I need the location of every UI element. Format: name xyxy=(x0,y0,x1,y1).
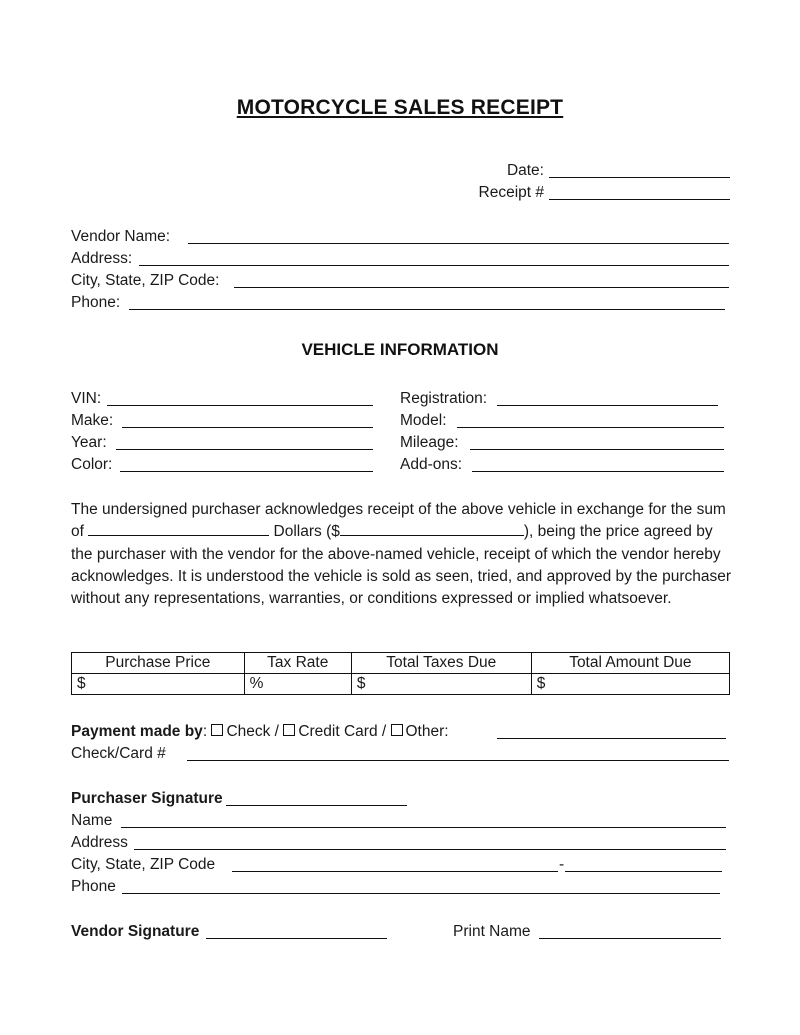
tax-rate-cell[interactable]: % xyxy=(244,674,351,695)
sum-words-field[interactable] xyxy=(88,521,269,536)
date-label: Date: xyxy=(506,162,544,179)
purchaser-signature-label: Purchaser Signature xyxy=(71,790,223,807)
year-label: Year: xyxy=(71,434,107,451)
total-taxes-cell[interactable]: $ xyxy=(351,674,531,695)
addons-field[interactable] xyxy=(472,471,724,472)
purchaser-name-field[interactable] xyxy=(121,827,726,828)
vendor-signature-label: Vendor Signature xyxy=(71,923,200,940)
vendor-city-field[interactable] xyxy=(234,287,729,288)
color-field[interactable] xyxy=(120,471,373,472)
paragraph-text-2: Dollars ($ xyxy=(269,523,340,541)
total-amount-header: Total Amount Due xyxy=(531,653,729,674)
zip-dash: - xyxy=(559,856,565,873)
payment-row xyxy=(71,723,449,741)
total-taxes-header: Total Taxes Due xyxy=(351,653,531,674)
card-number-label: Check/Card # xyxy=(71,745,166,762)
date-field[interactable] xyxy=(549,177,730,178)
card-number-field[interactable] xyxy=(187,760,729,761)
vendor-phone-field[interactable] xyxy=(129,309,725,310)
vehicle-section-title: VEHICLE INFORMATION xyxy=(301,340,499,359)
color-label: Color: xyxy=(71,456,113,473)
table-header-row xyxy=(72,653,730,674)
paragraph-text-3: ), being the price agreed by the purchaser with the vendor for the above-named vehicle, receipt of which the vendor hereby acknowledges. It is understood the vehicle is sold as seen, tried, and approved by the purchaser without any representations, warranties, or conditions expressed or implied whatsoever. xyxy=(71,523,732,608)
print-name-label: Print Name xyxy=(453,923,531,940)
table-row xyxy=(72,674,730,695)
purchaser-city-label: City, State, ZIP Code xyxy=(71,856,216,873)
purchaser-address-label: Address xyxy=(71,834,128,851)
vendor-city-label: City, State, ZIP Code: xyxy=(71,272,220,289)
purchaser-city-field[interactable] xyxy=(232,871,558,872)
other-payment-field[interactable] xyxy=(497,738,726,739)
purchase-price-header: Purchase Price xyxy=(72,653,245,674)
document-title: MOTORCYCLE SALES RECEIPT xyxy=(236,96,564,119)
vendor-address-field[interactable] xyxy=(139,265,729,266)
purchaser-address-field[interactable] xyxy=(134,849,726,850)
vendor-name-field[interactable] xyxy=(188,243,729,244)
credit-card-option-label: Credit Card / xyxy=(298,723,387,740)
make-field[interactable] xyxy=(122,427,373,428)
receipt-number-label: Receipt # xyxy=(478,184,544,201)
vin-field[interactable] xyxy=(107,405,373,406)
registration-field[interactable] xyxy=(497,405,718,406)
mileage-label: Mileage: xyxy=(400,434,459,451)
model-field[interactable] xyxy=(457,427,724,428)
vendor-name-label: Vendor Name: xyxy=(71,228,171,245)
payment-colon: : xyxy=(202,723,208,740)
addons-label: Add-ons: xyxy=(400,456,463,473)
payment-label: Payment made by xyxy=(71,723,203,740)
purchaser-phone-label: Phone xyxy=(71,878,116,895)
registration-label: Registration: xyxy=(400,390,488,407)
model-label: Model: xyxy=(400,412,447,429)
make-label: Make: xyxy=(71,412,114,429)
print-name-field[interactable] xyxy=(539,938,721,939)
sum-amount-field[interactable] xyxy=(340,521,524,536)
year-field[interactable] xyxy=(116,449,373,450)
paragraph-text-1: The undersigned purchaser acknowledges receipt of the above vehicle in exchange for the sum of xyxy=(71,501,726,541)
purchase-price-cell[interactable]: $ xyxy=(72,674,245,695)
vin-label: VIN: xyxy=(71,390,102,407)
total-amount-cell[interactable]: $ xyxy=(531,674,729,695)
purchaser-zip-field[interactable] xyxy=(565,871,722,872)
credit-card-checkbox[interactable] xyxy=(283,724,295,736)
check-option-label: Check / xyxy=(226,723,279,740)
purchaser-name-label: Name xyxy=(71,812,113,829)
vendor-address-label: Address: xyxy=(71,250,133,267)
vendor-signature-field[interactable] xyxy=(206,938,387,939)
mileage-field[interactable] xyxy=(470,449,724,450)
other-checkbox[interactable] xyxy=(391,724,403,736)
receipt-number-field[interactable] xyxy=(549,199,730,200)
tax-rate-header: Tax Rate xyxy=(244,653,351,674)
purchaser-phone-field[interactable] xyxy=(122,893,720,894)
purchaser-signature-field[interactable] xyxy=(226,805,407,806)
acknowledgement-paragraph xyxy=(71,499,731,610)
vendor-phone-label: Phone: xyxy=(71,294,121,311)
other-option-label: Other: xyxy=(405,723,449,740)
price-table xyxy=(71,652,730,695)
check-checkbox[interactable] xyxy=(211,724,223,736)
